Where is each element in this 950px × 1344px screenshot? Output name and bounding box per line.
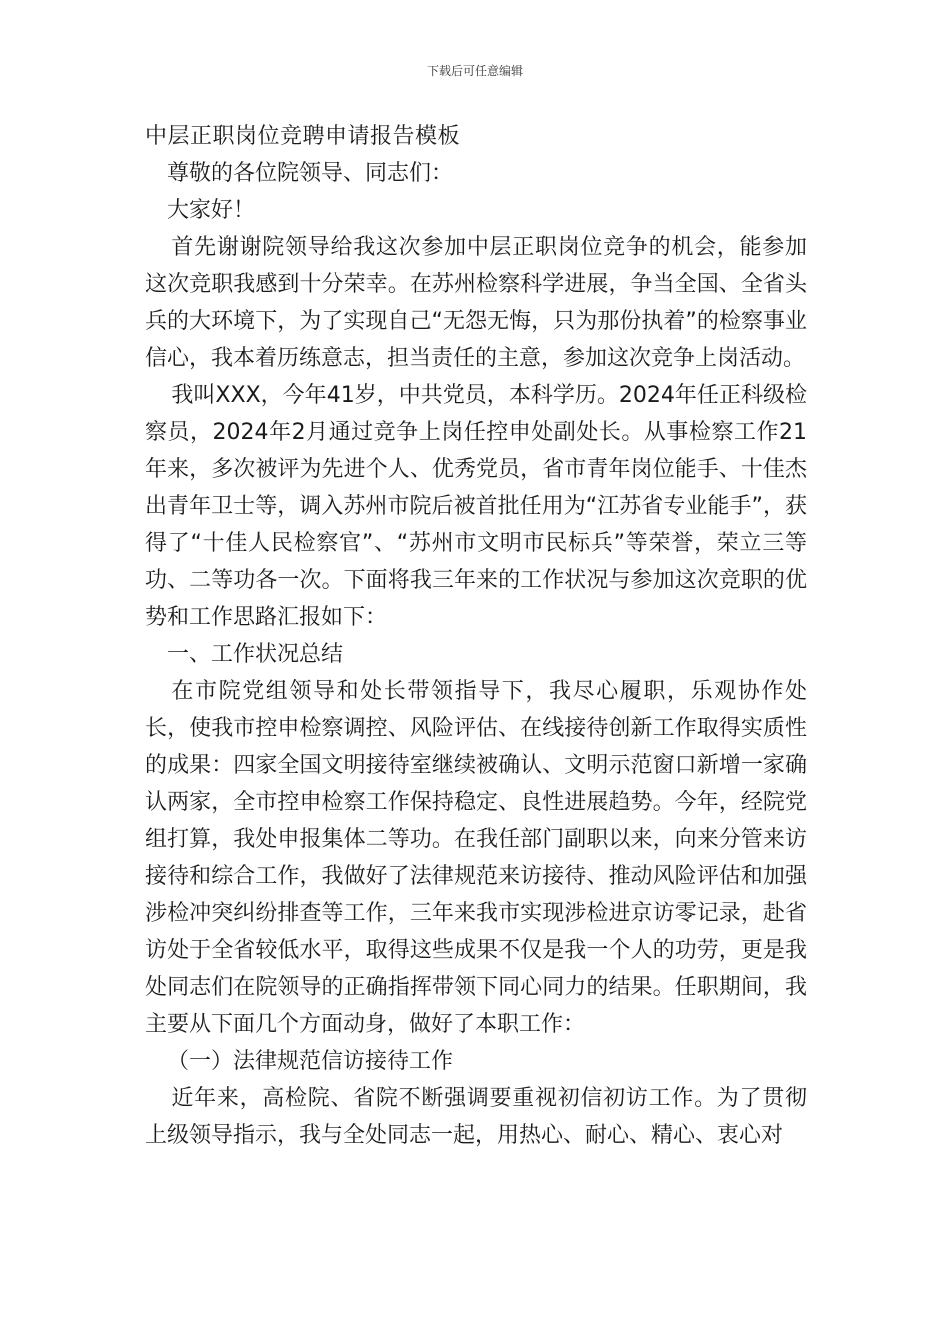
salutation: 尊敬的各位院领导、同志们： [167, 161, 454, 186]
subsection-heading-petition-reception: （一）法律规范信访接待工作 [167, 1049, 454, 1074]
greeting: 大家好！ [167, 198, 256, 223]
section-heading-work-summary: 一、工作状况总结 [167, 642, 344, 667]
page-header-note: 下载后可任意编辑 [426, 64, 523, 78]
paragraph-self-introduction: 我叫XXX，今年41岁，中共党员，本科学历。2024年任正科级检察员，2024年2月通过竞争上岗任控申处副处长。从事检察工作21年来，多次被评为先进个人、优秀党员，省市青年岗位能手、十佳杰出青年卫士等，调入苏州市院后被首批任用为“江苏省专业能手”，获得了“十佳人民检察官”、“苏州市文明市民标兵”等荣誉，荣立三等功、二等功各一次。下面将我三年来的工作状况与参加这次竞职的优势和工作思路汇报如下： [145, 383, 807, 630]
paragraph-intro: 首先谢谢院领导给我这次参加中层正职岗位竞争的机会，能参加这次竞职我感到十分荣幸。在苏州检察科学进展，争当全国、全省头兵的大环境下，为了实现自己“无怨无悔，只为那份执着”的检察事业信心，我本着历练意志，担当责任的主意，参加这次竞争上岗活动。 [145, 235, 807, 371]
paragraph-work-summary: 在市院党组领导和处长带领指导下，我尽心履职，乐观协作处长，使我市控申检察调控、风险评估、在线接待创新工作取得实质性的成果：四家全国文明接待室继续被确认、文明示范窗口新增一家确认两家，全市控申检察工作保持稳定、良性进展趋势。今年，经院党组打算，我处申报集体二等功。在我任部门副职以来，向来分管来访接待和综合工作，我做好了法律规范来访接待、推动风险评估和加强涉检冲突纠纷排查等工作，三年来我市实现涉检进京访零记录，赴省访处于全省较低水平，取得这些成果不仅是我一个人的功劳，更是我处同志们在院领导的正确指挥带领下同心同力的结果。任职期间，我主要从下面几个方面动身，做好了本职工作： [145, 679, 807, 1037]
document-body [145, 118, 807, 1154]
document-title: 中层正职岗位竞聘申请报告模板 [145, 124, 461, 149]
paragraph-petition-reception: 近年来，高检院、省院不断强调要重视初信初访工作。为了贯彻上级领导指示，我与全处同志一起，用热心、耐心、精心、衷心对 [145, 1086, 807, 1148]
